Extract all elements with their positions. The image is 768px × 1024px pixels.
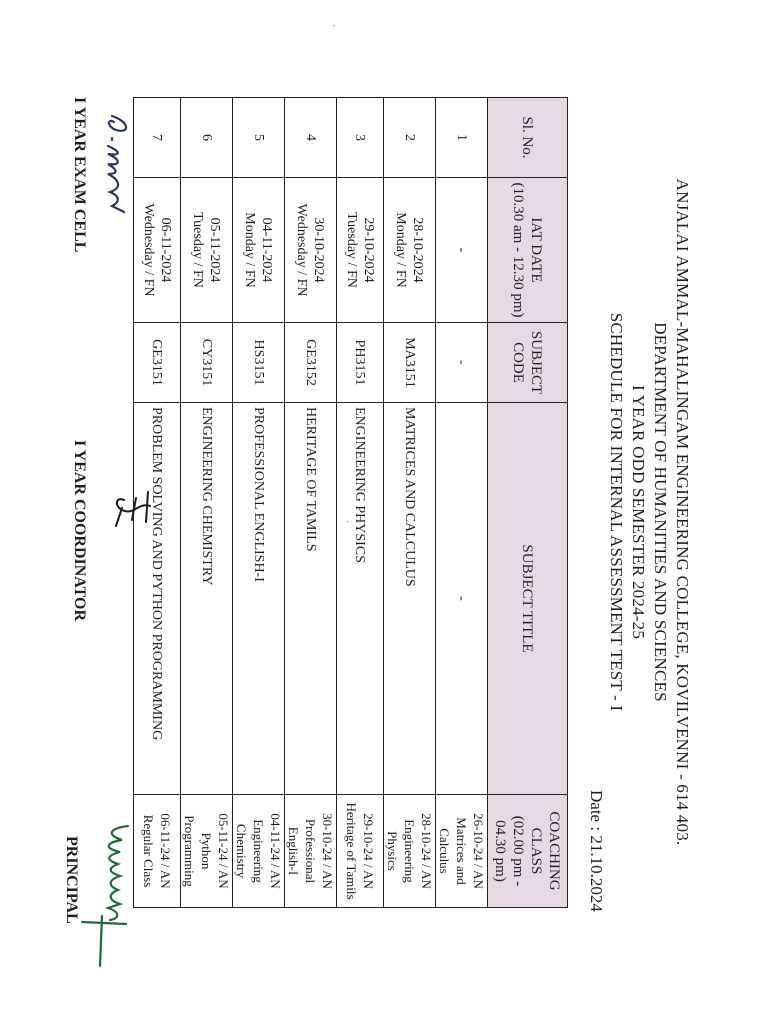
table-row: [436, 98, 488, 908]
cell-iat-date: [181, 178, 233, 323]
header-sl-no: Sl. No.: [488, 98, 568, 178]
cell-coaching: [337, 795, 384, 908]
cell-sl-no: 3: [337, 98, 384, 178]
cell-subject-code: PH3151: [337, 323, 384, 403]
cell-subject-title: ENGINEERING PHYSICS: [337, 403, 384, 795]
header-subject-title: SUBJECT TITLE: [488, 403, 568, 795]
table-header-row: [488, 98, 568, 908]
cell-date: 29-10-2024: [361, 217, 376, 283]
cell-coaching: [181, 795, 233, 908]
cell-subject-title: MATRICES AND CALCULUS: [384, 403, 436, 795]
cell-day: Monday / FN: [393, 212, 409, 288]
cell-subject-code: -: [436, 323, 488, 403]
cell-day: Wednesday / FN: [141, 203, 156, 297]
cell-coaching-subject: Regular Class: [141, 814, 156, 888]
header-iat-date: [488, 178, 568, 323]
cell-sl-no: 1: [436, 98, 488, 178]
cell-day: Wednesday / FN: [294, 203, 310, 297]
cell-subject-code: GE3152: [285, 323, 337, 403]
exam-schedule-table: [133, 97, 568, 908]
table-row: [233, 98, 285, 908]
header-subject-code-line1: SUBJECT: [528, 330, 545, 395]
cell-coaching-date: 28-10-24 / AN: [419, 813, 434, 889]
cell-coaching-date: 05-11-24 / AN: [216, 813, 231, 889]
table-row: [384, 98, 436, 908]
exam-cell-label: I YEAR EXAM CELL: [71, 97, 88, 253]
header-coaching-time: (02.00 pm - 04.30 pm): [492, 815, 527, 887]
cell-coaching-subject: Engineering Physics: [385, 819, 417, 883]
header-coaching-class: [488, 795, 568, 908]
cell-coaching-date: 06-11-24 / AN: [158, 813, 173, 889]
cell-sl-no: 6: [181, 98, 233, 178]
exam-cell-signature: [92, 108, 142, 218]
semester-title: I YEAR ODD SEMESTER 2024-25: [629, 384, 648, 640]
header-iat-date-title: IAT DATE: [528, 217, 545, 283]
cell-coaching-date: 04-11-24 / AN: [268, 813, 283, 889]
cell-subject-title: PROFESSIONAL ENGLISH-I: [233, 403, 285, 795]
header-subject-code: [488, 323, 568, 403]
cell-subject-title: -: [436, 403, 488, 795]
cell-coaching: [233, 795, 285, 908]
scan-speck: ·: [327, 24, 338, 28]
cell-iat-date: [384, 178, 436, 323]
cell-date: 30-10-2024: [311, 217, 327, 283]
cell-coaching-subject: Professional English-I: [286, 818, 318, 884]
cell-iat-date: [436, 178, 488, 323]
cell-date: 28-10-2024: [410, 217, 426, 283]
principal-label: PRINCIPAL: [63, 836, 80, 924]
cell-coaching: [436, 795, 488, 908]
cell-coaching-date: 30-10-24 / AN: [320, 813, 335, 889]
cell-subject-title: HERITAGE OF TAMILS: [285, 403, 337, 795]
cell-subject-code: MA3151: [384, 323, 436, 403]
cell-iat-date: [233, 178, 285, 323]
cell-iat-date: [337, 178, 384, 323]
cell-day: -: [454, 247, 469, 253]
header-iat-date-time: (10.30 am - 12.30 pm): [510, 182, 527, 318]
cell-coaching-date: 29-10-24 / AN: [361, 813, 376, 889]
cell-date: 06-11-2024: [158, 217, 173, 283]
cell-coaching: [285, 795, 337, 908]
cell-coaching-subject: Engineering Chemistry: [234, 819, 266, 883]
cell-date: 05-11-2024: [207, 217, 223, 283]
cell-subject-title: PROBLEM SOLVING AND PYTHON PROGRAMMING: [134, 403, 181, 795]
cell-iat-date: [285, 178, 337, 323]
cell-subject-code: GE3151: [134, 323, 181, 403]
cell-sl-no: 5: [233, 98, 285, 178]
cell-subject-code: CY3151: [181, 323, 233, 403]
cell-coaching-date: 26-10-24 / AN: [471, 813, 486, 889]
table-row: [285, 98, 337, 908]
cell-sl-no: 4: [285, 98, 337, 178]
cell-sl-no: 7: [134, 98, 181, 178]
schedule-title: SCHEDULE FOR INTERNAL ASSESSMENT TEST - I: [607, 312, 626, 712]
table-row: [181, 98, 233, 908]
cell-coaching: [384, 795, 436, 908]
cell-date: 04-11-2024: [259, 217, 275, 283]
header-subject-code-line2: CODE: [510, 342, 527, 383]
coordinator-label: I YEAR COORDINATOR: [71, 440, 88, 622]
coordinator-signature: [106, 486, 156, 532]
cell-subject-title: ENGINEERING CHEMISTRY: [181, 403, 233, 795]
header-coaching-title: COACHING CLASS: [528, 811, 563, 891]
cell-sl-no: 2: [384, 98, 436, 178]
scan-speck: ·: [341, 520, 352, 524]
college-name: ANJALAI AMMAL-MAHALINGAM ENGINEERING COLLEGE, KOVILVENNI - 614 403.: [673, 178, 692, 846]
cell-day: Tuesday / FN: [190, 212, 206, 288]
department-name: DEPARTMENT OF HUMANITIES AND SCIENCES: [651, 322, 670, 702]
document-date: Date : 21.10.2024: [587, 790, 606, 912]
cell-coaching-subject: Python Programming: [182, 815, 214, 887]
cell-coaching-subject: Matrices and Calculus: [437, 817, 469, 885]
cell-coaching-subject: Heritage of Tamils: [344, 802, 359, 900]
principal-signature: [80, 820, 142, 970]
cell-day: Tuesday / FN: [344, 212, 359, 288]
cell-subject-code: HS3151: [233, 323, 285, 403]
table-row: [337, 98, 384, 908]
cell-day: Monday / FN: [242, 212, 258, 288]
